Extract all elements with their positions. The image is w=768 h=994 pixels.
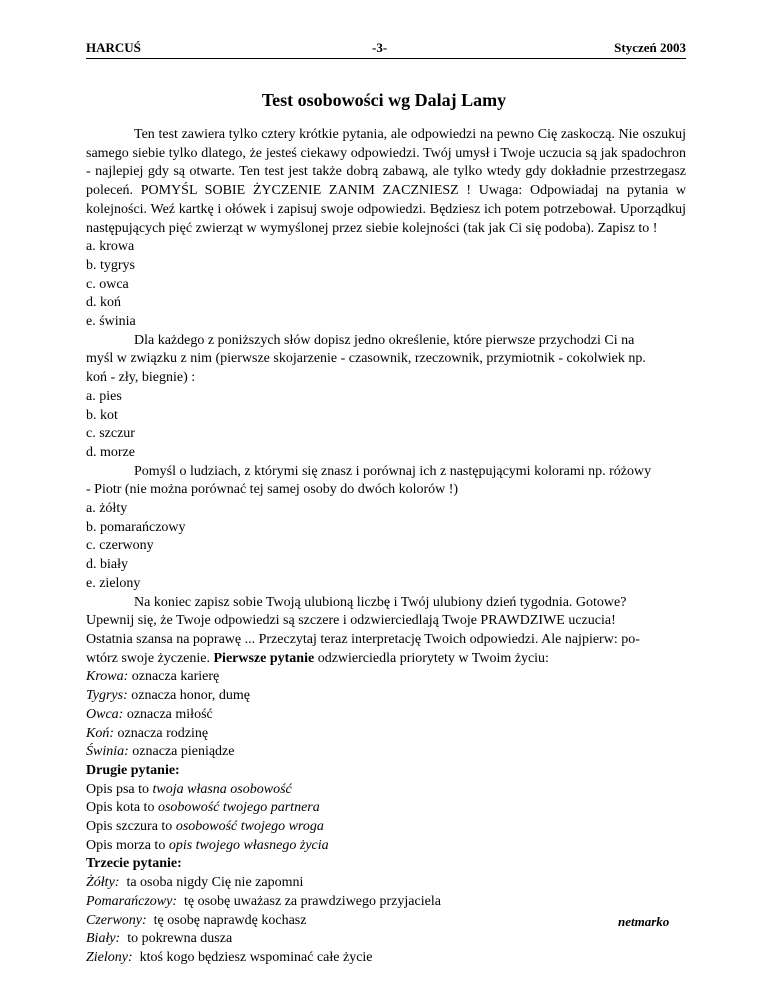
text-span: wtórz swoje życzenie.: [86, 650, 214, 666]
question-four-line: Na koniec zapisz sobie Twoją ulubioną liczbę i Twój ulubiony dzień tygodnia. Gotowe?: [134, 594, 627, 610]
answer-term: Koń:: [86, 725, 114, 741]
answer-row: [86, 818, 686, 837]
answer-text: oznacza honor, dumę: [127, 688, 251, 704]
animal-item: e. świnia: [86, 314, 136, 330]
answer-meaning: osobowość twojego partnera: [157, 800, 320, 816]
answer-row: [86, 687, 686, 706]
answer-term: Świnia:: [86, 744, 129, 760]
answer-row: [86, 706, 686, 725]
animal-item: a. krowa: [86, 239, 135, 255]
header-page-number: -3-: [372, 40, 388, 55]
answer-text: tę osobę naprawdę kochasz: [146, 912, 307, 928]
third-question-heading: Trzecie pytanie:: [86, 856, 182, 872]
answer-row: [86, 949, 686, 968]
answer-text: Opis morza to: [86, 837, 169, 853]
answer-row: [86, 799, 686, 818]
question-three-intro-line: Pomyśl o ludziach, z którymi się znasz i porównaj ich z następującymi kolorami np. różowy: [134, 463, 652, 479]
answer-meaning: twoja własna osobowość: [152, 781, 292, 797]
question-two-intro-line: koń - zły, biegnie) :: [86, 370, 196, 386]
answer-text: oznacza rodzinę: [114, 725, 209, 741]
color-item: d. biały: [86, 557, 128, 573]
answer-row: [86, 668, 686, 687]
first-question-intro-line: [86, 650, 686, 669]
answer-text: oznacza pieniądze: [128, 744, 235, 760]
color-item: a. żółty: [86, 501, 128, 517]
answer-row: [86, 912, 686, 931]
question-four-line: Ostatnia szansa na poprawę ... Przeczytaj teraz interpretację Twoich odpowiedzi. Ale najpierw: po-: [86, 631, 640, 647]
answer-row: [86, 743, 686, 762]
answer-row: [86, 893, 686, 912]
answer-text: Opis szczura to: [86, 819, 176, 835]
first-question-heading: Pierwsze pytanie: [213, 650, 315, 666]
answer-term: Owca:: [86, 706, 124, 722]
article-body: [86, 126, 686, 968]
answer-text: oznacza karierę: [128, 669, 220, 685]
animal-item: c. owca: [86, 276, 129, 292]
page-header: [86, 40, 686, 59]
text-span: odzwierciedla priorytety w Twoim życiu:: [314, 650, 549, 666]
color-item: b. pomarańczowy: [86, 519, 186, 535]
answer-term: Tygrys:: [86, 688, 128, 704]
answer-meaning: opis twojego własnego życia: [168, 837, 329, 853]
answer-row: [86, 725, 686, 744]
word-item: a. pies: [86, 388, 122, 404]
intro-paragraph: Ten test zawiera tylko cztery krótkie pytania, ale odpowiedzi na pewno Cię zaskoczą. Nie oszukuj samego siebie tylko dlatego, że jesteś ciekawy odpowiedzi. Twój umysł i Twoje uczucia są jak spadochron - najlepiej gdy są otwarte. Ten test jest także dobrą zabawą, ale tylko wtedy gdy dokładnie przestrzegasz poleceń. POMYŚL SOBIE ŻYCZENIE ZANIM ZACZNIESZ ! Uwaga: Odpowiadaj na pytania w kolejności. Weź kartkę i ołówek i zapisuj swoje odpowiedzi. Będziesz ich potem potrzebował. Uporządkuj następujących pięć zwierząt w wymyślonej przez siebie kolejności (tak jak Ci się podoba). Zapisz to !: [86, 127, 686, 236]
word-item: b. kot: [86, 407, 118, 423]
question-two-intro-line: myśl w związku z nim (pierwsze skojarzenie - czasownik, rzeczownik, przymiotnik - cokolwiek np.: [86, 351, 646, 367]
answer-term: Żółty:: [86, 875, 120, 891]
answer-term: Pomarańczowy:: [86, 893, 177, 909]
question-four-line: Upewnij się, że Twoje odpowiedzi są szczere i odzwierciedlają Twoje PRAWDZIWE uczucia!: [86, 613, 616, 629]
word-item: d. morze: [86, 444, 135, 460]
question-two-intro-line: Dla każdego z poniższych słów dopisz jedno określenie, które pierwsze przychodzi Ci na: [134, 332, 635, 348]
answer-term: Krowa:: [86, 669, 129, 685]
answer-term: Zielony:: [86, 949, 133, 965]
second-question-heading: Drugie pytanie:: [86, 762, 180, 778]
animal-item: b. tygrys: [86, 257, 135, 273]
answer-text: Opis kota to: [86, 800, 158, 816]
page-title: Test osobowości wg Dalaj Lamy: [261, 90, 507, 110]
answer-row: [86, 874, 686, 893]
color-item: e. zielony: [86, 575, 141, 591]
answer-row: [86, 781, 686, 800]
question-three-intro-line: - Piotr (nie można porównać tej samej osoby do dwóch kolorów !): [86, 482, 459, 498]
answer-text: ktoś kogo będziesz wspominać całe życie: [132, 949, 373, 965]
answer-meaning: osobowość twojego wroga: [175, 819, 324, 835]
answer-term: Biały:: [86, 931, 121, 947]
color-item: c. czerwony: [86, 538, 154, 554]
animal-item: d. koń: [86, 295, 121, 311]
answer-row: [86, 837, 686, 856]
word-item: c. szczur: [86, 426, 135, 442]
header-newsletter-name: HARCUŚ: [86, 40, 141, 55]
author-signature: netmarko: [618, 914, 670, 929]
answer-text: ta osoba nigdy Cię nie zapomni: [119, 875, 304, 891]
answer-text: oznacza miłość: [123, 706, 213, 722]
answer-term: Czerwony:: [86, 912, 147, 928]
answer-text: Opis psa to: [86, 781, 153, 797]
answer-row: [86, 930, 686, 949]
answer-text: tę osobę uważasz za prawdziwego przyjaciela: [177, 893, 441, 909]
answer-text: to pokrewna dusza: [120, 931, 233, 947]
header-date: Styczeń 2003: [614, 40, 686, 55]
